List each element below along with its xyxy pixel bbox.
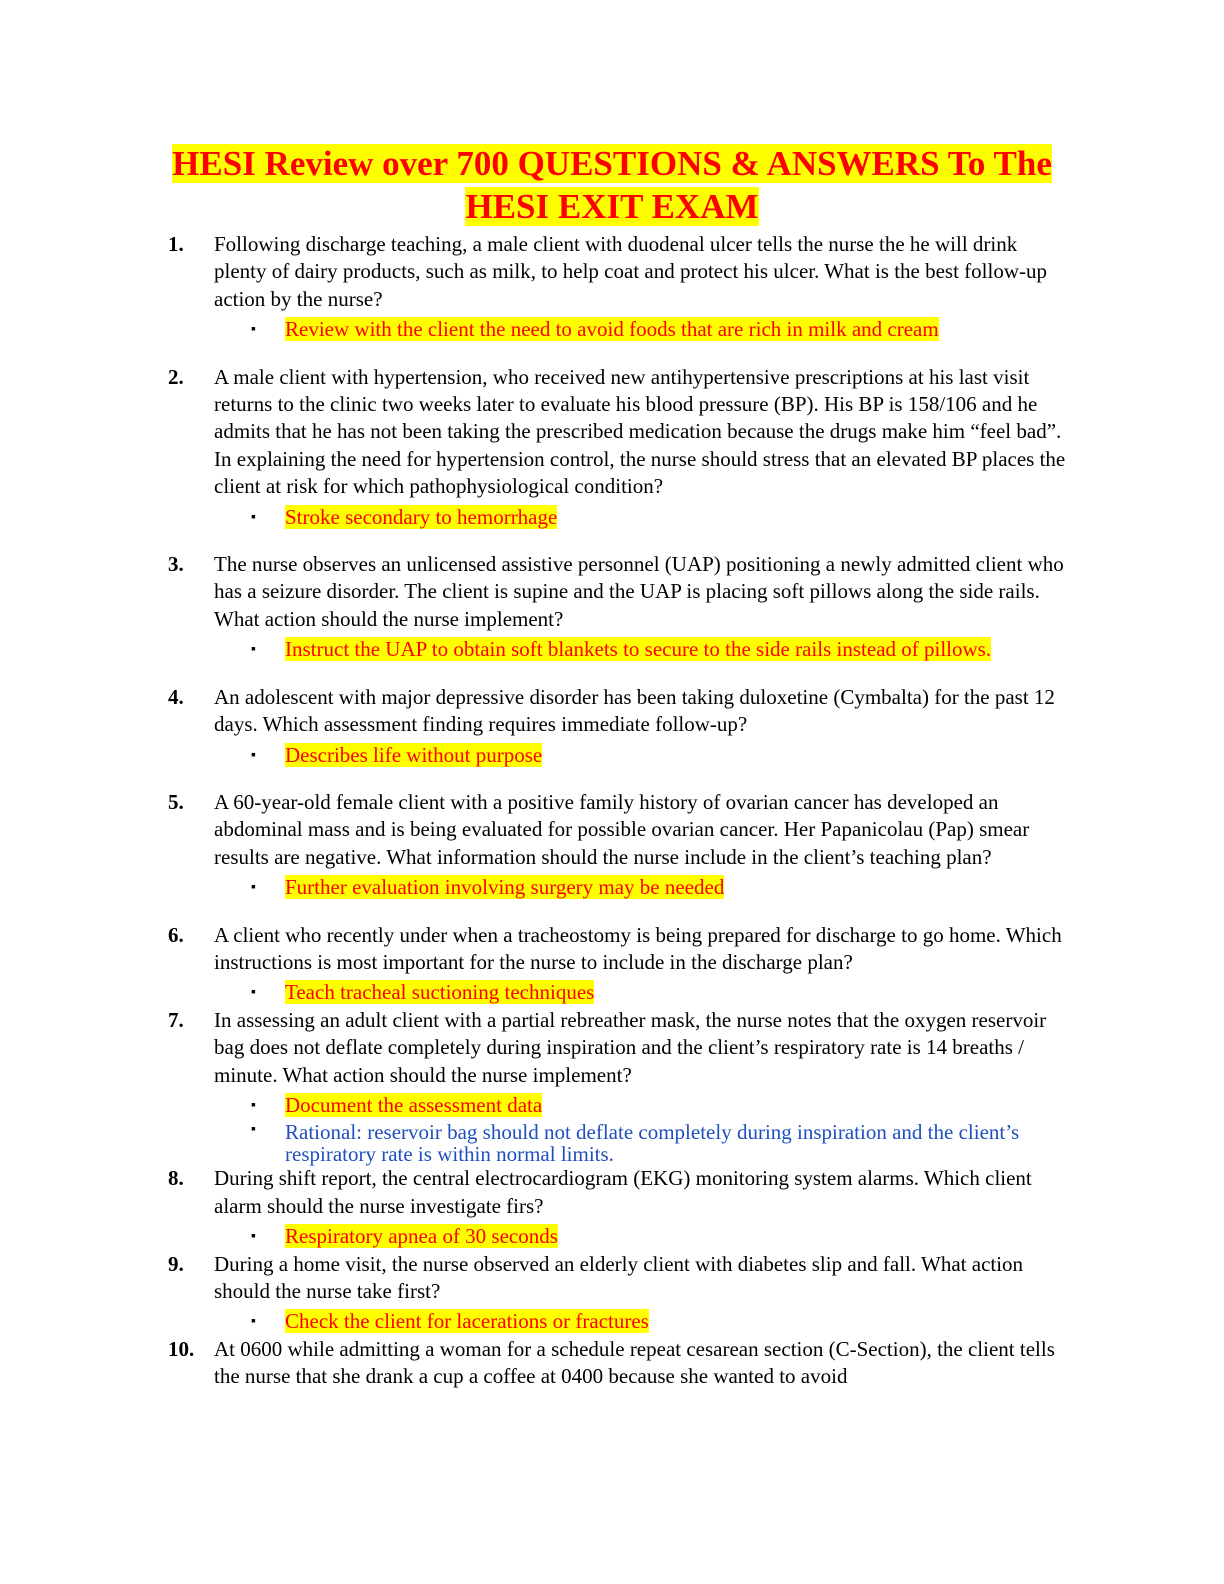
question-item (0, 1007, 1072, 1166)
question-item (0, 789, 1072, 902)
answer-text: Further evaluation involving surgery may be needed (285, 875, 725, 900)
question-text: At 0600 while admitting a woman for a schedule repeat cesarean section (C-Section), the client tells the nurse that she drank a cup a coffee at 0400 because she wanted to avoid (214, 1336, 1055, 1389)
question-text: During a home visit, the nurse observed an elderly client with diabetes slip and fall. What action should the nurse take first? (214, 1251, 1024, 1303)
answer-list (214, 742, 1072, 769)
question-text: A male client with hypertension, who received new antihypertensive prescriptions at his last visit returns to the clinic two weeks later to evaluate his blood pressure (BP). His BP is 158/106 and he admits that he has not been taking the prescribed medication because the drugs make him “feel bad”. In explaining the need for hypertension control, the nurse should stress that an elevated BP places the client at risk for which pathophysiological condition? (214, 364, 1066, 499)
answer-item (214, 979, 1072, 1006)
answer-item (214, 1308, 1072, 1335)
answer-list (214, 504, 1072, 531)
bullet-icon: ▪ (251, 1097, 256, 1113)
question-number: 6. (168, 922, 184, 947)
answer-list (214, 636, 1072, 663)
answer-list (214, 316, 1072, 343)
question-item (0, 551, 1072, 664)
bullet-icon: ▪ (251, 322, 256, 338)
bullet-icon: ▪ (251, 1314, 256, 1330)
question-number: 1. (168, 232, 184, 256)
answer-text: Respiratory apnea of 30 seconds (285, 1224, 558, 1249)
question-number: 2. (168, 364, 184, 389)
answer-text: Check the client for lacerations or fractures (285, 1309, 649, 1334)
question-number: 5. (168, 789, 184, 814)
answer-item (214, 742, 1072, 769)
question-text: During shift report, the central electrocardiogram (EKG) monitoring system alarms. Which client alarm should the nurse investigate firs? (214, 1166, 1032, 1218)
question-number: 8. (168, 1166, 184, 1191)
answer-item (214, 1092, 1072, 1119)
question-number: 10. (168, 1336, 195, 1361)
answer-item (214, 1223, 1072, 1250)
question-item (0, 922, 1072, 1007)
question-number: 4. (168, 684, 184, 709)
question-number: 3. (168, 552, 184, 577)
title-line-2: HESI EXIT EXAM (465, 187, 759, 226)
question-item (0, 364, 1072, 531)
question-item (0, 1336, 1072, 1391)
answer-list (214, 1223, 1072, 1250)
rationale-text: Rational: reservoir bag should not deflate completely during inspiration and the client’s respiratory rate is within normal limits. (285, 1120, 1020, 1167)
document-title (100, 142, 1124, 228)
answer-item (214, 874, 1072, 901)
answer-text: Document the assessment data (285, 1092, 543, 1117)
answer-text: Describes life without purpose (285, 742, 543, 767)
bullet-icon: ▪ (251, 1122, 256, 1138)
answer-text: Review with the client the need to avoid foods that are rich in milk and cream (285, 317, 939, 342)
question-text: A client who recently under when a tracheostomy is being prepared for discharge to go home. Which instructions is most important for the nurse to include in the discharge plan? (214, 922, 1062, 974)
question-item (0, 684, 1072, 769)
rationale-item (214, 1119, 1072, 1165)
question-item (0, 1251, 1072, 1336)
bullet-icon: ▪ (251, 985, 256, 1001)
answer-item (214, 636, 1072, 663)
answer-list (214, 874, 1072, 901)
question-item (0, 231, 1072, 344)
answer-text: Teach tracheal suctioning techniques (285, 980, 595, 1005)
bullet-icon: ▪ (251, 880, 256, 896)
answer-text: Instruct the UAP to obtain soft blankets to secure to the side rails instead of pillows. (285, 637, 992, 662)
question-text: A 60-year-old female client with a positive family history of ovarian cancer has developed an abdominal mass and is being evaluated for possible ovarian cancer. Her Papanicolau (Pap) smear results are negative. What information should the nurse include in the client’s teaching plan? (214, 789, 1030, 869)
question-text: Following discharge teaching, a male client with duodenal ulcer tells the nurse the he will drink plenty of dairy products, such as milk, to help coat and protect his ulcer. What is the best follow-up action by the nurse? (214, 232, 1048, 311)
answer-item (214, 504, 1072, 531)
answer-list (214, 1308, 1072, 1335)
bullet-icon: ▪ (251, 509, 256, 525)
answer-item (214, 316, 1072, 343)
bullet-icon: ▪ (251, 747, 256, 763)
question-number: 7. (168, 1007, 184, 1032)
title-line-1: HESI Review over 700 QUESTIONS & ANSWERS To The (172, 144, 1052, 183)
bullet-icon: ▪ (251, 642, 256, 658)
answer-list (214, 979, 1072, 1006)
question-list (0, 231, 1224, 1391)
question-number: 9. (168, 1251, 184, 1276)
answer-list (214, 1092, 1072, 1165)
answer-text: Stroke secondary to hemorrhage (285, 504, 558, 529)
question-text: In assessing an adult client with a partial rebreather mask, the nurse notes that the oxygen reservoir bag does not deflate completely during inspiration and the client’s respiratory rate is 14 breaths / minute. What action should the nurse implement? (214, 1007, 1047, 1087)
bullet-icon: ▪ (251, 1229, 256, 1245)
question-text: An adolescent with major depressive disorder has been taking duloxetine (Cymbalta) for the past 12 days. Which assessment finding requires immediate follow-up? (214, 684, 1055, 737)
question-text: The nurse observes an unlicensed assistive personnel (UAP) positioning a newly admitted client who has a seizure disorder. The client is supine and the UAP is placing soft pillows along the side rails. What action should the nurse implement? (214, 552, 1064, 631)
question-item (0, 1165, 1072, 1250)
